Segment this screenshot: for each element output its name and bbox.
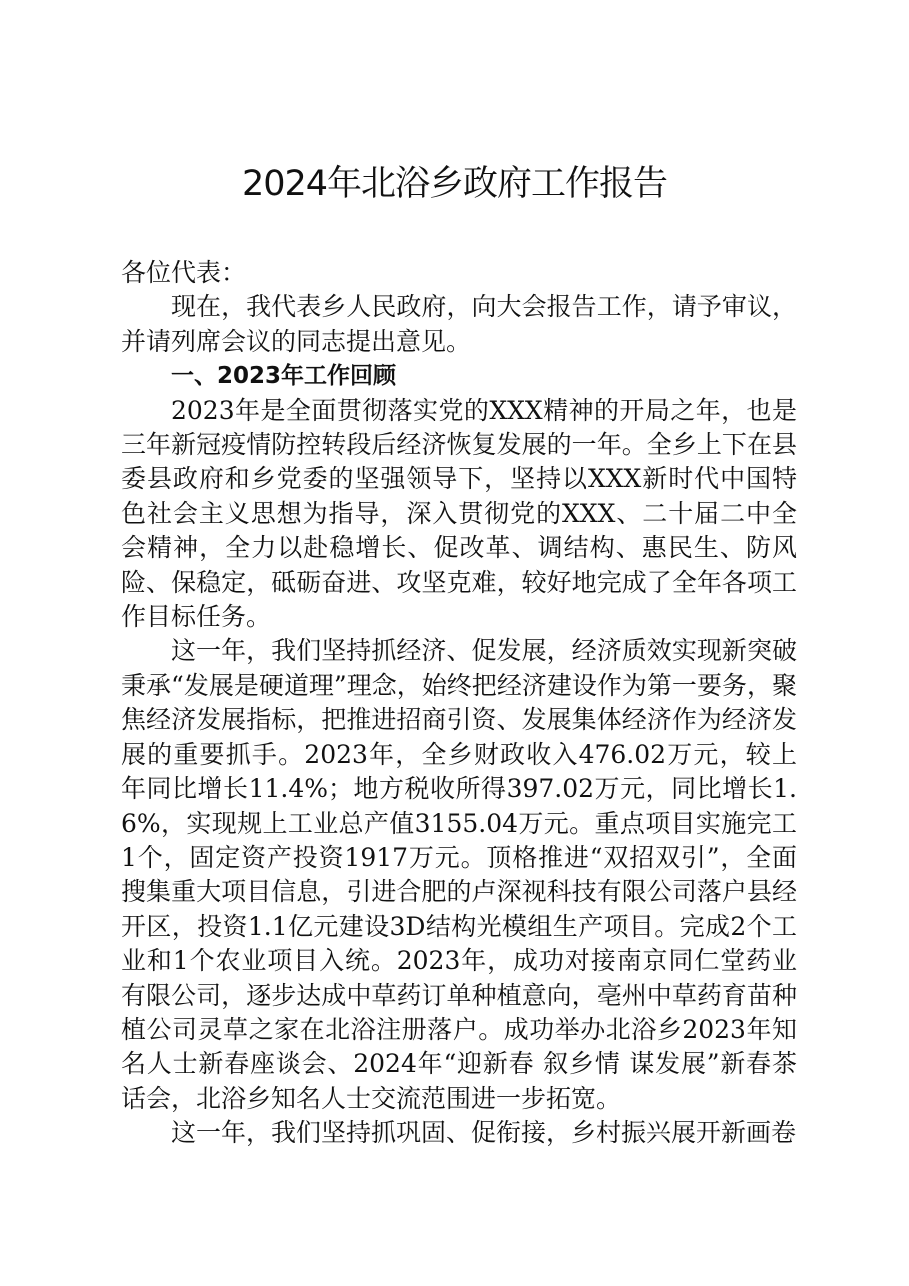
paragraph-rural-revitalization: 这一年，我们坚持抓巩固、促衔接，乡村振兴展开新画卷 (171, 1118, 797, 1148)
section-heading: 一、2023年工作回顾 (171, 363, 397, 390)
document-body (121, 256, 797, 1151)
paragraph-economy: 这一年，我们坚持抓经济、促发展，经济质效实现新突破秉承“发展是硬道理”理念，始终把经济建设作为第一要务，聚焦经济发展指标，把推进招商引资、发展集体经济作为经济发展的重要抓手。2023年，全乡财政收入476.02万元，较上年同比增长11.4%；地方税收所得397.02万元，同比增长1.6%，实现规上工业总产值3155.04万元。重点项目实施完工1个，固定资产投资1917万元。顶格推进“双招双引”，全面搜集重大项目信息，引进合肥的卢深视科技有限公司落户县经开区，投资1.1亿元建设3D结构光模组生产项目。完成2个工业和1个农业项目入统。2023年，成功对接南京同仁堂药业有限公司，逐步达成中草药订单种植意向，亳州中草药育苗种植公司灵草之家在北浴注册落户。成功举办北浴乡2023年知名人士新春座谈会、2024年“迎新春 叙乡情 谋发展”新春茶话会，北浴乡知名人士交流范围进一步拓宽。 (121, 636, 797, 1113)
intro-paragraph: 现在，我代表乡人民政府，向大会报告工作，请予审议，并请列席会议的同志提出意见。 (121, 292, 797, 356)
salutation: 各位代表： (121, 258, 247, 287)
document-title: 2024年北浴乡政府工作报告 (241, 164, 668, 204)
paragraph-overview: 2023年是全面贯彻落实党的XXX精神的开局之年，也是三年新冠疫情防控转段后经济恢复发展的一年。全乡上下在县委县政府和乡党委的坚强领导下，坚持以XXX新时代中国特色社会主义思想为指导，深入贯彻党的XXX、二十届二中全会精神，全力以赴稳增长、促改革、调结构、惠民生、防风险、保稳定，砥砺奋进、攻坚克难，较好地完成了全年各项工作目标任务。 (121, 395, 797, 632)
